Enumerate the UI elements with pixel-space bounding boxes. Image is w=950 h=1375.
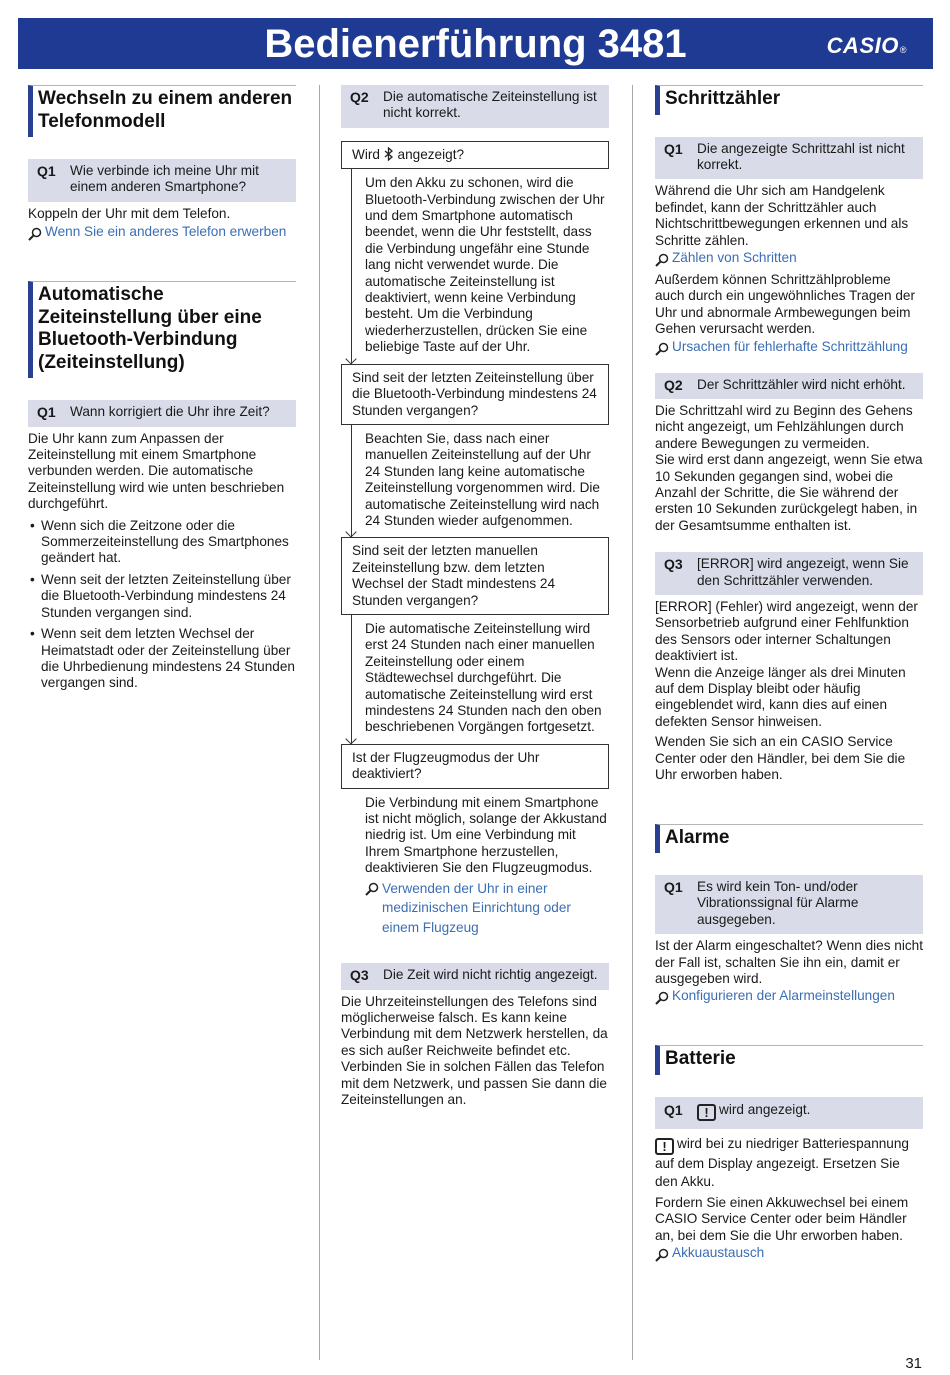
column-middle xyxy=(341,85,609,1108)
answer-text: Sie wird erst dann angezeigt, wenn Sie etwa 10 Sekunden gegangen sind, wobei die Anzahl der Schritte, die Sie während der ersten 10 Sekunden zurückgelegt haben, in der Gesamtsumme enthalten ist. xyxy=(655,452,923,533)
question-number: Q1 xyxy=(37,404,56,421)
question-text xyxy=(697,1102,917,1121)
question-number: Q3 xyxy=(350,967,369,984)
question-text: [ERROR] wird angezeigt, wenn Sie den Schrittzähler verwenden. xyxy=(697,556,909,588)
question-text: Die angezeigte Schrittzahl ist nicht korrekt. xyxy=(697,140,905,172)
column-divider xyxy=(319,85,320,1360)
battery-warning-icon: ! xyxy=(697,1104,716,1121)
flow-arrow xyxy=(351,615,352,744)
question-box xyxy=(655,137,923,180)
answer-text xyxy=(655,1135,923,1191)
flow-question-pre: Wird xyxy=(352,146,380,162)
question-number: Q1 xyxy=(664,879,683,895)
question-text-label: wird angezeigt. xyxy=(719,1101,811,1117)
list-item: • Wenn seit dem letzten Wechsel der Heimatstadt oder der Zeiteinstellung über die Uhrbedienung mindestens 24 Stunden vergangen sind. xyxy=(28,626,296,692)
magnifier-icon xyxy=(655,991,669,1005)
answer-text: Außerdem können Schrittzählprobleme auch durch ein ungewöhnliches Tragen der Uhr und abnormale Armbewegungen beim Gehen verursacht werden. xyxy=(655,271,915,337)
link-flugzeug[interactable] xyxy=(365,879,609,938)
question-text: Es wird kein Ton- und/oder Vibrationssignal für Alarme ausgegeben. xyxy=(697,879,859,927)
section-title-alarme: Alarme xyxy=(655,824,923,854)
answer-text: Die Schrittzahl wird zu Beginn des Gehens nicht angezeigt, um Fehlzählungen durch andere Bewegungen zu vermeiden. xyxy=(655,402,913,451)
list-item: • Wenn sich die Zeitzone oder die Sommerzeiteinstellung des Smartphones geändert hat. xyxy=(28,518,296,567)
casio-logo xyxy=(827,35,907,61)
casio-logo-text: CASIO xyxy=(826,33,899,58)
answer-text-label: wird bei zu niedriger Batteriespannung auf dem Display angezeigt. Ersetzen Sie den Akku. xyxy=(655,1135,909,1189)
answer-text: Die Uhrzeiteinstellungen des Telefons sind möglicherweise falsch. Es kann keine Verbindung mit dem Netzwerk herstellen, da es sich außer Reichweite befindet etc. Verbinden Sie in solchen Fällen das Telefon mit dem Netzwerk, und passen Sie dann die Zeiteinstellungen an. xyxy=(341,993,608,1107)
question-box xyxy=(655,373,923,399)
answer-text: Während die Uhr sich am Handgelenk befindet, kann der Schrittzähler auch Nichtschrittbewegungen erkennen und als Schritte zählen. xyxy=(655,183,909,248)
magnifier-icon xyxy=(365,882,379,896)
question-number: Q1 xyxy=(37,163,56,179)
question-number: Q1 xyxy=(664,140,683,157)
flow-question-text: Ist der Flugzeugmodus der Uhr deaktiviert? xyxy=(352,749,540,782)
question-box xyxy=(655,1097,923,1129)
magnifier-icon xyxy=(655,253,669,267)
flow-question-text: Sind seit der letzten Zeiteinstellung über die Bluetooth-Verbindung mindestens 24 Stunden vergangen? xyxy=(352,369,597,418)
answer-text: Koppeln der Uhr mit dem Telefon. xyxy=(28,205,231,221)
link-akkuaustausch[interactable] xyxy=(655,1245,923,1262)
question-number: Q1 xyxy=(664,1101,683,1118)
flow-question-text: Sind seit der letzten manuellen Zeiteinstellung bzw. dem letzten Wechsel der Stadt mindestens 24 Stunden vergangen? xyxy=(352,543,556,608)
page-number: 31 xyxy=(905,1355,922,1372)
question-box xyxy=(341,85,609,128)
question-number: Q2 xyxy=(664,376,683,393)
section-title-batterie: Batterie xyxy=(655,1045,923,1075)
registered-mark: ® xyxy=(899,45,907,55)
answer-text: Die Uhr kann zum Anpassen der Zeiteinstellung mit einem Smartphone verbunden werden. Die automatische Zeiteinstellung wird wie unten beschrieben durchgeführt. xyxy=(28,430,285,512)
flow-question-post: angezeigt? xyxy=(397,146,465,162)
question-text: Die Zeit wird nicht richtig angezeigt. xyxy=(383,967,598,983)
question-number: Q3 xyxy=(664,556,683,573)
question-box xyxy=(341,963,609,989)
flow-answer xyxy=(341,169,609,363)
flow-answer xyxy=(341,425,609,537)
section-title-schrittzaehler: Schrittzähler xyxy=(655,85,923,115)
link-anderes-telefon[interactable] xyxy=(28,224,296,241)
section-title-zeiteinstellung: Automatische Zeiteinstellung über eine Bluetooth-Verbindung (Zeiteinstellung) xyxy=(28,281,296,378)
link-zaehlen[interactable] xyxy=(655,250,923,267)
magnifier-icon xyxy=(28,227,42,241)
magnifier-icon xyxy=(655,1248,669,1262)
answer-text: Wenden Sie sich an ein CASIO Service Center oder den Händler, bei dem Sie die Uhr erworben haben. xyxy=(655,734,906,783)
question-text: Der Schrittzähler wird nicht erhöht. xyxy=(697,376,906,392)
bluetooth-icon xyxy=(384,147,394,161)
question-box xyxy=(28,400,296,426)
column-divider xyxy=(632,85,633,1360)
bullet-list xyxy=(28,518,296,692)
flow-question-box xyxy=(341,537,609,615)
magnifier-icon xyxy=(655,342,669,356)
flow-answer-text: Beachten Sie, dass nach einer manuellen Zeiteinstellung auf der Uhr 24 Stunden lang keine automatische Zeiteinstellung vorgenommen wird. Die automatische Zeiteinstellung wird nach 24 Stunden wieder aufgenommen. xyxy=(365,430,600,528)
section-title-telefonmodell: Wechseln zu einem anderen Telefonmodell xyxy=(28,85,296,137)
link-text[interactable]: Ursachen für fehlerhafte Schrittzählung xyxy=(672,338,908,354)
link-alarmeinstellungen[interactable] xyxy=(655,988,923,1005)
flow-question-box xyxy=(341,141,609,169)
answer-text: Wenn die Anzeige länger als drei Minuten auf dem Display bleibt oder häufig eingeblendet wird, kann dies auf einen defekten Sensor hinweisen. xyxy=(655,664,906,729)
question-text: Die automatische Zeiteinstellung ist nicht korrekt. xyxy=(383,89,597,121)
flow-question-box xyxy=(341,364,609,425)
battery-warning-icon: ! xyxy=(655,1138,674,1155)
question-box xyxy=(655,875,923,934)
flow-arrow xyxy=(351,169,352,363)
answer-text: Ist der Alarm eingeschaltet? Wenn dies nicht der Fall ist, schalten Sie ihn ein, damit er ausgegeben wird. xyxy=(655,938,923,987)
question-text: Wie verbinde ich meine Uhr mit einem anderen Smartphone? xyxy=(70,163,259,195)
flow-question-box xyxy=(341,744,609,789)
link-ursachen[interactable] xyxy=(655,339,923,356)
question-number: Q2 xyxy=(350,89,369,105)
question-text: Wann korrigiert die Uhr ihre Zeit? xyxy=(70,404,270,420)
flow-arrow xyxy=(351,425,352,537)
list-item: • Wenn seit der letzten Zeiteinstellung über die Bluetooth-Verbindung mindestens 24 Stunden vergangen sind. xyxy=(28,572,296,621)
link-text[interactable]: Konfigurieren der Alarmeinstellungen xyxy=(672,988,895,1004)
question-box xyxy=(655,552,923,595)
page-title: Bedienerführung 3481 xyxy=(264,22,687,66)
link-text[interactable]: Verwenden der Uhr in einer medizinischen Einrichtung oder einem Flugzeug xyxy=(382,880,571,935)
flow-answer xyxy=(341,789,609,944)
flow-answer-text: Um den Akku zu schonen, wird die Bluetooth-Verbindung zwischen der Uhr und dem Smartphone automatisch beendet, wenn die Uhr feststellt, dass die Verbindung ungefähr eine Stunde lang nicht verwendet wurde. Die automatische Zeiteinstellung ist deaktiviert, wenn keine Verbindung besteht. Um die Verbindung wiederherzustellen, drücken Sie eine beliebige Taste auf der Uhr. xyxy=(365,175,605,355)
question-box xyxy=(28,159,296,202)
flow-answer-text: Die Verbindung mit einem Smartphone ist nicht möglich, solange der Akkustand niedrig ist. Um eine Verbindung mit Ihrem Smartphone herzustellen, deaktivieren Sie den Flugzeugmodus. xyxy=(365,794,607,876)
link-text[interactable]: Akkuaustausch xyxy=(672,1245,765,1261)
column-left xyxy=(28,85,296,692)
link-text[interactable]: Wenn Sie ein anderes Telefon erwerben xyxy=(45,224,287,240)
flow-answer xyxy=(341,615,609,744)
column-right xyxy=(655,85,923,1262)
flow-answer-text: Die automatische Zeiteinstellung wird erst 24 Stunden nach einer manuellen Zeiteinstellung oder einem Städtewechsel durchgeführt. Die automatische Zeiteinstellung wird erst mindestens 24 Stunden nach den oben beschriebenen Vorgängen fortgesetzt. xyxy=(365,620,602,735)
page-header xyxy=(18,18,933,69)
answer-text: [ERROR] (Fehler) wird angezeigt, wenn der Sensorbetrieb aufgrund einer Fehlfunktion des Sensors oder interner Schaltungen deaktiviert ist. xyxy=(655,599,918,664)
link-text[interactable]: Zählen von Schritten xyxy=(672,249,797,265)
answer-text: Fordern Sie einen Akkuwechsel bei einem CASIO Service Center oder beim Händler an, bei dem Sie die Uhr erworben haben. xyxy=(655,1194,909,1243)
